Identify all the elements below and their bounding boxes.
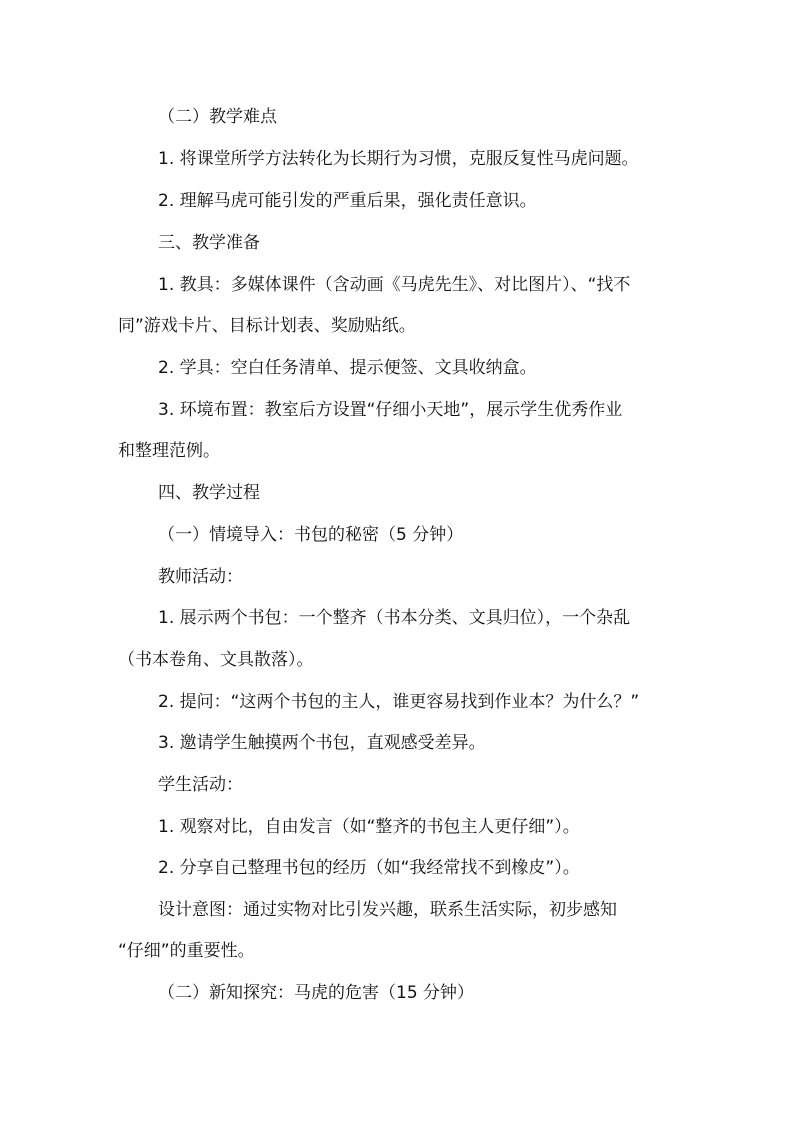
heading-teaching-process: 四、教学过程 — [158, 483, 260, 503]
paragraph-line: 2. 学具：空白任务清单、提示便签、文具收纳盒。 — [158, 358, 537, 378]
paragraph-line: 设计意图：通过实物对比引发兴趣，联系生活实际，初步感知 — [158, 900, 617, 920]
subheading-situation-intro: （一）情境导入：书包的秘密（5 分钟） — [158, 525, 464, 545]
paragraph-line: 1. 观察对比，自由发言（如“整齐的书包主人更仔细”）。 — [158, 817, 580, 837]
paragraph-line: （书本卷角、文具散落）。 — [118, 650, 314, 670]
paragraph-line: 2. 提问：“这两个书包的主人，谁更容易找到作业本？为什么？” — [158, 692, 640, 712]
label-student-activity: 学生活动： — [158, 775, 243, 795]
subheading-new-knowledge: （二）新知探究：马虎的危害（15 分钟） — [158, 983, 475, 1003]
paragraph-line: 3. 邀请学生触摸两个书包，直观感受差异。 — [158, 733, 486, 753]
paragraph-line: 和整理范例。 — [118, 441, 220, 461]
paragraph-line: 1. 展示两个书包：一个整齐（书本分类、文具归位），一个杂乱 — [158, 608, 631, 628]
paragraph-line: 1. 将课堂所学方法转化为长期行为习惯，克服反复性马虎问题。 — [158, 149, 639, 169]
paragraph-line: 2. 理解马虎可能引发的严重后果，强化责任意识。 — [158, 191, 537, 211]
paragraph-line: 3. 环境布置：教室后方设置“仔细小天地”，展示学生优秀作业 — [158, 400, 623, 420]
paragraph-line: 2. 分享自己整理书包的经历（如“我经常找不到橡皮”）。 — [158, 858, 580, 878]
label-teacher-activity: 教师活动： — [158, 567, 243, 587]
heading-teaching-difficulties: （二）教学难点 — [158, 107, 277, 127]
paragraph-line: 同”游戏卡片、目标计划表、奖励贴纸。 — [118, 316, 416, 336]
paragraph-line: 1. 教具：多媒体课件（含动画《马虎先生》、对比图片）、“找不 — [158, 275, 631, 295]
heading-teaching-preparation: 三、教学准备 — [158, 233, 260, 253]
paragraph-line: “仔细”的重要性。 — [118, 941, 255, 961]
